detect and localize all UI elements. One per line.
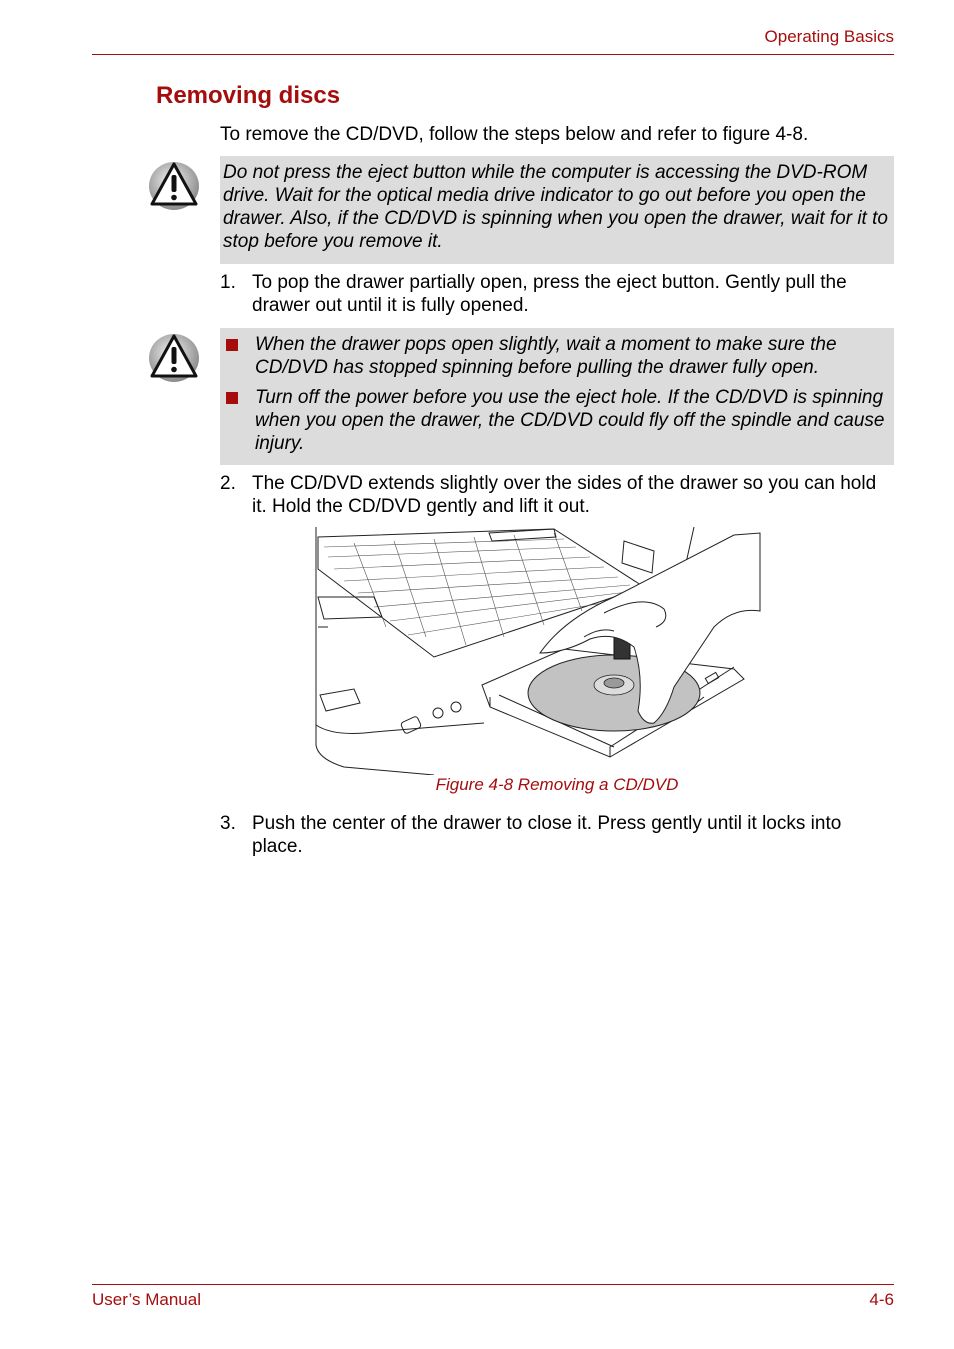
step-text: Push the center of the drawer to close it. Press gently until it locks into place. [252,813,842,857]
header-rule [92,54,894,55]
step-number: 2. [220,473,236,494]
bullet-square-icon [226,339,238,351]
step-text: To pop the drawer partially open, press the eject button. Gently pull the drawer out until it is fully opened. [252,272,847,316]
caution-note-text: Do not press the eject button while the computer is accessing the DVD-ROM drive. Wait for the optical media drive indicator to go out before you open the drawer. Also, if the CD/DVD is spinning when you open the drawer, wait for it to stop before you remove it. [223,162,888,252]
section-title: Removing discs [156,82,341,109]
intro-paragraph: To remove the CD/DVD, follow the steps below and refer to figure 4-8. [220,124,809,145]
page-number: 4-6 [869,1290,894,1309]
figure-caption: Figure 4-8 Removing a CD/DVD [435,775,679,794]
bullet-square-icon [226,392,238,404]
caution-note-2 [220,328,894,465]
step-text: The CD/DVD extends slightly over the sides of the drawer so you can hold it. Hold the CD/DVD gently and lift it out. [252,473,877,517]
bullet-text: Turn off the power before you use the eject hole. If the CD/DVD is spinning when you open the drawer, the CD/DVD could fly off the spindle and cause injury. [255,387,885,454]
bullet-item [223,333,888,379]
footer-rule [92,1284,894,1285]
caution-icon [148,158,200,212]
step-1 [220,271,894,317]
bullet-item [223,386,888,455]
step-3 [220,812,894,858]
step-number: 3. [220,813,236,834]
step-2 [220,472,894,518]
caution-note-1 [220,156,894,264]
bullet-text: When the drawer pops open slightly, wait a moment to make sure the CD/DVD has stopped spinning before pulling the drawer fully open. [255,334,837,378]
figure-removing-disc-illustration [314,527,764,775]
step-number: 1. [220,272,236,293]
footer-manual-title: User’s Manual [92,1290,201,1309]
running-header: Operating Basics [764,27,894,46]
caution-icon [148,330,200,384]
